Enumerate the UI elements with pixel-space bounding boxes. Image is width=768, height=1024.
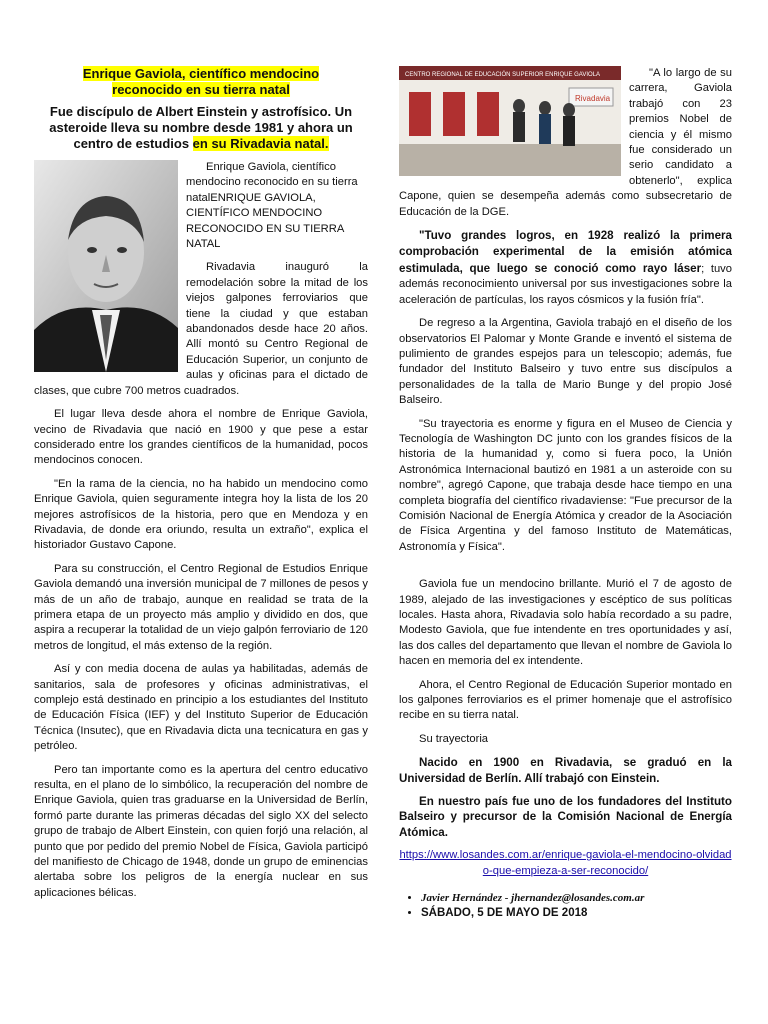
laser-quote-bold: "Tuvo grandes logros, en 1928 realizó la primera comprobación experimental de la emisión atómica estimulada, que luego se conoció como rayo láser xyxy=(399,229,732,275)
left-paragraph: Así y con media docena de aulas ya habilitadas, además de sanitarios, sala de profesores y oficinas administrativas, el complejo está destinado en principio a los estudiantes del Instituto de Educación Física (IEF) y del Instituto Superior de Educación Técnica (Insutec), que en Rivadavia dicta una tecnicatura en gas y petróleo. xyxy=(34,663,368,753)
left-paragraph: "En la rama de la ciencia, no ha habido un mendocino como Enrique Gaviola, quien seguramente integra hoy la lista de los 20 mejores astrofísicos de la historia, pero que en Mendoza y en Rivadavia, de donde era oriundo, resulta un extraño", explica el historiador Gustavo Capone. xyxy=(34,477,368,552)
bold-paragraph: Nacido en 1900 en Rivadavia, se graduó en la Universidad de Berlín. Allí trabajó con Einstein. xyxy=(399,756,732,785)
building-photo xyxy=(399,66,621,176)
footer xyxy=(399,891,732,921)
right-paragraph: De regreso a la Argentina, Gaviola trabajó en el diseño de los observatorios El Palomar y Monte Grande e inventó el sistema de pulimiento de grandes espejos para un telescopio; además, fue fundador del Instituto Balseiro y tuvo entre sus discípulos a personalidades de la talla de Mario Bunge y del propio José Balseiro. xyxy=(399,317,732,407)
right-paragraph: "A lo largo de su carrera, Gaviola trabajó con 23 premios Nobel de ciencia y él mismo fue considerado un serio candidato a obtenerlo", explica Capone, quien se desempeña además como subsecretario de Educación de la DGE. xyxy=(399,67,732,218)
subtitle-highlight: en su Rivadavia natal. xyxy=(192,136,329,151)
portrait-illustration xyxy=(34,160,178,372)
footer-list xyxy=(399,891,732,921)
building-illustration xyxy=(399,66,621,176)
author-text: Javier Hernández - jhernandez@losandes.com.ar xyxy=(421,892,645,905)
building-sign-text: Rivadavia xyxy=(575,94,611,103)
left-paragraph: Para su construcción, el Centro Regional de Estudios Enrique Gaviola demandó una inversión municipal de 7 millones de pesos y más de un año de trabajo, aunque en realidad se trata de la primera etapa de un proyecto más amplio y dividido en dos, que aspira a recuperar la totalidad de un viejo galpón ferroviario de 120 metros de longitud, el más extenso de la región. xyxy=(34,562,368,652)
laser-quote xyxy=(399,228,732,308)
left-column xyxy=(34,66,368,901)
right-paragraph: Gaviola fue un mendocino brillante. Murió el 7 de agosto de 1989, alejado de las investigaciones y escéptico de sus políticas locales. Hasta ahora, Rivadavia solo había recordado a su padre, Modesto Gaviola, que fue intendente en tres oportunidades y así, las dos calles del departamento que llevan el nombre de Gaviola lo hacen en memoria del ex intendente. xyxy=(399,578,732,668)
left-paragraph: El lugar lleva desde ahora el nombre de Enrique Gaviola, vecino de Rivadavia que nació en 1900 y que pese a estar considerado entre los grandes científicos de la humanidad, pocos mendocinos conocen. xyxy=(34,408,368,467)
title-line-1: Enrique Gaviola, científico mendocino xyxy=(82,66,320,81)
bold-paragraph: En nuestro país fue uno de los fundadores del Instituto Balseiro y precursor de la Comisión Nacional de Energía Atómica. xyxy=(399,795,732,839)
article-subtitle xyxy=(34,104,368,152)
author-line xyxy=(421,891,732,906)
title-line-2: reconocido en su tierra natal xyxy=(112,82,290,97)
building-banner-text: CENTRO REGIONAL DE EDUCACIÓN SUPERIOR ENRIQUE GAVIOLA xyxy=(405,72,601,78)
right-paragraph: Ahora, el Centro Regional de Educación Superior montado en los galpones ferroviarios es el primer homenaje que el astrofísico recibe en su tierra natal. xyxy=(399,678,732,722)
portrait-photo xyxy=(34,160,178,372)
photo-caption: Enrique Gaviola, científico mendocino reconocido en su tierra natalENRIQUE GAVIOLA, CIENTÍFICO MENDOCINO RECONOCIDO EN SU TIERRA NATAL xyxy=(186,161,358,251)
laser-quote-rest: ; tuvo además reconocimiento universal por sus investigaciones sobre la aceleración de partículas, los rayos cósmicos y la fusión fría". xyxy=(399,262,732,306)
article-title xyxy=(34,66,368,98)
date-text: SÁBADO, 5 DE MAYO DE 2018 xyxy=(421,907,588,920)
source-link-wrapper xyxy=(399,848,732,879)
subtitle-text: Fue discípulo de Albert Einstein y astrofísico. Un asteroide lleva su nombre desde 1981 y ahora un centro de estudios xyxy=(49,104,353,151)
right-column xyxy=(399,66,732,921)
right-paragraph: "Su trayectoria es enorme y figura en el Museo de Ciencia y Tecnología de Washington DC junto con los grandes físicos de la historia de la humanidad y, como si fuera poco, la Unión Astronómica Internacional bautizó en 1981 a un asteroide con su nombre", agregó Capone, que trabaja desde hace tiempo en una completa biografía del científico rivadaviense: "Fue precursor de la Comisión Nacional de Energía Atómica y creador de la Asociación de Física Argentina y del famoso Instituto de Matemáticas, Astronomía y Física". xyxy=(399,417,732,553)
date-line xyxy=(421,906,732,921)
source-link[interactable]: https://www.losandes.com.ar/enrique-gaviola-el-mendocino-olvidado-que-empieza-a-ser-reconocido/ xyxy=(399,849,732,877)
section-heading: Su trayectoria xyxy=(419,732,489,745)
left-paragraph: Pero tan importante como es la apertura del centro educativo resulta, en el plano de lo simbólico, la recuperación del nombre de Enrique Gaviola, quien tras graduarse en la Universidad de Berlín, formó parte durante las primeras décadas del siglo XX del selecto grupo de trabajo de Albert Einstein, con quien forjó una relación, al punto que por pedido del premio Nobel de Física, Gaviola participó del manifiesto de Chicago de 1948, donde un grupo de eminencias alertaba sobre los peligros de la energía nuclear en sus aplicaciones bélicas. xyxy=(34,763,368,899)
left-paragraph: Rivadavia inauguró la remodelación sobre la mitad de los viejos galpones ferroviarios que tiene la ciudad y que estaban abandonados desde hace 20 años. Allí montó su Centro Regional de Educación Superior, un conjunto de aulas y oficinas para el dictado de clases, que cubre 700 metros cuadrados. xyxy=(34,261,368,397)
